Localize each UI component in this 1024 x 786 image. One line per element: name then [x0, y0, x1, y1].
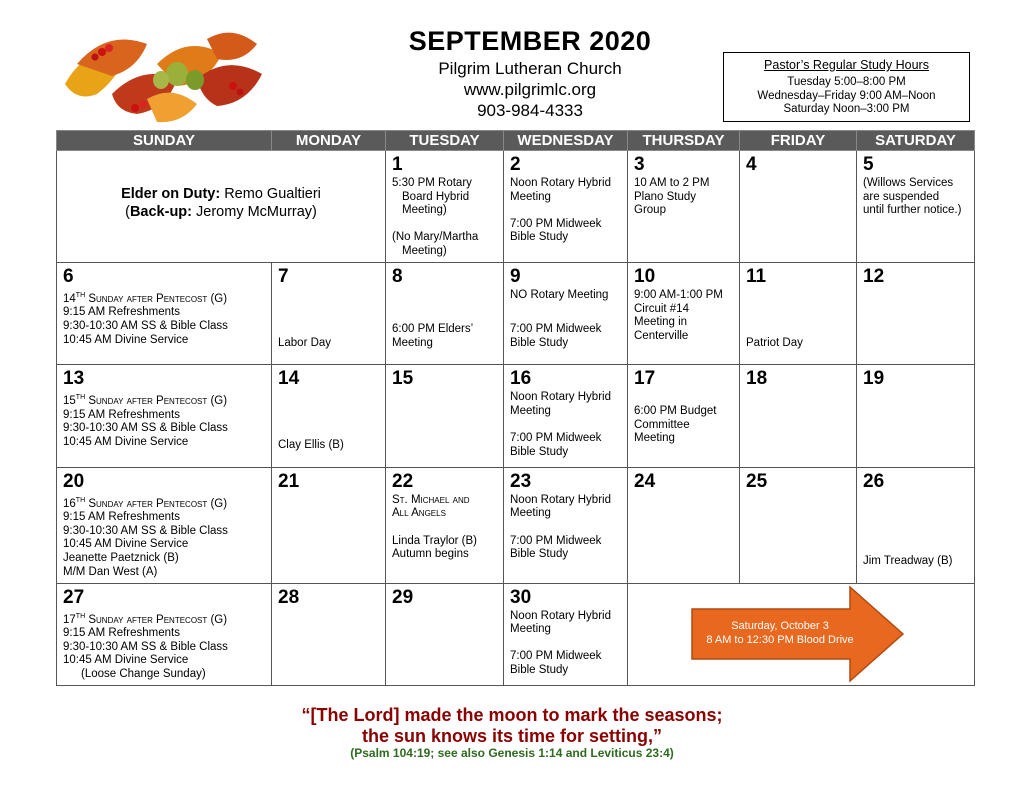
event-text: All Angels [392, 507, 446, 520]
blood-drive-date: Saturday, October 3 [731, 620, 829, 632]
day-cell[interactable] [740, 365, 857, 467]
elder-label: Elder on Duty: [121, 186, 221, 202]
event-text: Centerville [634, 329, 689, 342]
sunday-title: 14TH Sunday after Pentecost (G) [63, 292, 228, 305]
event-text: Linda Traylor (B) [392, 534, 478, 547]
day-number: 2 [510, 154, 521, 175]
event-text: 9:15 AM Refreshments [63, 511, 180, 524]
weekday-header: TUESDAY [386, 131, 504, 151]
day-cell[interactable] [386, 365, 504, 467]
event-text: 10:45 AM Divine Service [63, 538, 189, 551]
week-row [57, 151, 975, 263]
weekday-header: MONDAY [272, 131, 386, 151]
event-text: Jeanette Paetznick (B) [63, 551, 179, 564]
day-number: 1 [392, 154, 403, 175]
day-number: 6 [63, 266, 74, 288]
study-hours-heading: Pastor’s Regular Study Hours [764, 58, 929, 72]
day-number: 4 [746, 154, 757, 175]
day-number: 27 [63, 586, 85, 608]
event-text: Bible Study [510, 445, 569, 458]
day-number: 29 [392, 586, 414, 608]
event-text: 7:00 PM Midweek [510, 534, 602, 547]
day-number: 16 [510, 368, 532, 390]
backup-name: Jeromy McMurray [196, 204, 313, 220]
day-cell[interactable] [272, 365, 386, 467]
event-text: 9:30-10:30 AM SS & Bible Class [63, 524, 228, 537]
day-number: 5 [863, 154, 874, 175]
event-text: until further notice.) [863, 204, 962, 217]
day-cell[interactable] [628, 365, 740, 467]
sunday-title: 17TH Sunday after Pentecost (G) [63, 612, 228, 626]
event-text: 10 AM to 2 PM [634, 177, 710, 189]
day-cell[interactable] [857, 263, 975, 365]
event-text: Clay Ellis (B) [278, 439, 344, 452]
event-text: Group [634, 204, 666, 217]
event-text: Meeting [634, 432, 675, 445]
day-cell[interactable] [628, 467, 740, 583]
event-text: 9:30-10:30 AM SS & Bible Class [63, 422, 228, 435]
day-cell[interactable] [740, 151, 857, 263]
weekday-header: THURSDAY [628, 131, 740, 151]
day-cell[interactable] [272, 467, 386, 583]
event-text: Bible Study [510, 231, 569, 244]
day-cell[interactable] [504, 583, 628, 685]
day-number: 30 [510, 586, 532, 608]
day-cell[interactable] [272, 263, 386, 365]
event-text: Meeting [510, 190, 551, 203]
elder-on-duty-cell: Elder on Duty: Remo Gualtieri (Back-up: Jeromy McMurray) [57, 151, 386, 263]
church-phone: 903-984-4333 [477, 101, 583, 120]
day-number: 15 [392, 368, 414, 390]
day-cell[interactable] [504, 467, 628, 583]
event-text: 9:15 AM Refreshments [63, 306, 180, 319]
day-number: 13 [63, 368, 85, 390]
day-cell[interactable] [504, 365, 628, 467]
scripture-quote [0, 705, 1024, 747]
study-hours-line: Saturday Noon–3:00 PM [783, 103, 910, 115]
event-text: are suspended [863, 190, 940, 203]
day-number: 22 [392, 470, 414, 492]
event-text: Autumn begins [392, 548, 469, 561]
day-cell[interactable] [57, 365, 272, 467]
day-cell[interactable] [386, 263, 504, 365]
event-text: Meeting) [402, 244, 447, 257]
event-text: Meeting) [402, 204, 447, 217]
event-text: St. Michael and [392, 493, 470, 506]
event-text: Meeting [510, 623, 551, 636]
day-number: 10 [634, 266, 656, 288]
day-cell[interactable] [504, 151, 628, 263]
week-row [57, 467, 975, 583]
event-text: 6:00 PM Budget [634, 404, 717, 417]
day-cell[interactable] [57, 263, 272, 365]
quote-line: the sun knows its time for setting,” [361, 726, 663, 746]
day-cell[interactable] [857, 467, 975, 583]
scripture-reference: (Psalm 104:19; see also Genesis 1:14 and Leviticus 23:4) [350, 746, 674, 760]
event-text: 9:15 AM Refreshments [63, 408, 180, 421]
event-text: NO Rotary Meeting [510, 289, 609, 302]
day-number: 24 [634, 470, 656, 492]
day-number: 18 [746, 368, 768, 390]
day-number: 19 [863, 368, 885, 390]
event-text: 9:30-10:30 AM SS & Bible Class [63, 640, 228, 653]
study-hours-line: Tuesday 5:00–8:00 PM [787, 76, 906, 88]
blood-drive-text [690, 619, 870, 647]
day-number: 26 [863, 470, 885, 492]
day-cell[interactable] [740, 467, 857, 583]
church-name: Pilgrim Lutheran Church [438, 59, 622, 78]
event-text: 7:00 PM Midweek [510, 323, 602, 336]
day-cell[interactable] [504, 263, 628, 365]
elder-name: Remo Gualtieri [224, 186, 321, 202]
event-text: 5:30 PM Rotary [392, 177, 472, 189]
event-text: 10:45 AM Divine Service [63, 435, 189, 448]
day-cell[interactable] [386, 467, 504, 583]
event-text: 9:15 AM Refreshments [63, 627, 180, 640]
day-cell[interactable] [740, 263, 857, 365]
weekday-header: FRIDAY [740, 131, 857, 151]
weekday-header: SUNDAY [57, 131, 272, 151]
event-text: Bible Study [510, 664, 569, 676]
event-text: (Loose Change Sunday) [81, 667, 206, 680]
calendar-header [340, 24, 720, 121]
day-number: 11 [746, 266, 767, 288]
study-hours-line: Wednesday–Friday 9:00 AM–Noon [757, 89, 936, 102]
day-cell[interactable] [628, 263, 740, 365]
day-cell[interactable] [57, 467, 272, 583]
day-number: 14 [278, 368, 300, 390]
day-number: 8 [392, 266, 403, 288]
day-cell[interactable] [57, 583, 272, 685]
month-title: SEPTEMBER 2020 [408, 26, 652, 56]
event-text: 10:45 AM Divine Service [63, 333, 189, 346]
weekday-header: SATURDAY [857, 131, 975, 151]
event-text: M/M Dan West (A) [63, 565, 158, 578]
day-cell[interactable] [857, 151, 975, 263]
day-number: 9 [510, 266, 521, 288]
day-cell[interactable] [628, 151, 740, 263]
day-cell[interactable] [857, 365, 975, 467]
event-text: Meeting [510, 404, 551, 417]
autumn-leaves-image [57, 24, 268, 128]
day-number: 7 [278, 266, 289, 288]
day-number: 21 [278, 470, 300, 492]
event-text: 9:00 AM-1:00 PM [634, 289, 723, 302]
sunday-title: 15TH Sunday after Pentecost (G) [63, 394, 228, 408]
event-text: 9:30-10:30 AM SS & Bible Class [63, 320, 228, 333]
event-text: (Willows Services [863, 177, 954, 189]
church-website-link[interactable]: www.pilgrimlc.org [463, 80, 597, 99]
event-text: Meeting [510, 507, 551, 520]
event-text: 6:00 PM Elders’ [392, 323, 474, 336]
event-text: Board Hybrid [402, 190, 470, 203]
day-number: 20 [63, 470, 85, 492]
day-number: 12 [863, 266, 885, 288]
day-number: 3 [634, 154, 645, 175]
event-text: Meeting in [634, 316, 688, 329]
day-cell[interactable] [272, 583, 386, 685]
day-cell[interactable] [386, 151, 504, 263]
day-number: 28 [278, 586, 300, 608]
event-text: Noon Rotary Hybrid [510, 493, 611, 506]
event-text: Noon Rotary Hybrid [510, 391, 611, 404]
event-text: Meeting [392, 336, 433, 349]
event-text: Committee [634, 418, 690, 431]
week-row [57, 263, 975, 365]
event-text: (No Mary/Martha [392, 231, 479, 244]
blood-drive-event: 8 AM to 12:30 PM Blood Drive [706, 634, 854, 646]
event-text: Plano Study [634, 190, 697, 203]
backup-label: Back-up: [129, 204, 192, 220]
day-number: 25 [746, 470, 768, 492]
sunday-title: 16TH Sunday after Pentecost (G) [63, 496, 228, 510]
day-number: 17 [634, 368, 656, 390]
event-text: Noon Rotary Hybrid [510, 609, 611, 622]
week-row [57, 365, 975, 467]
event-text: Labor Day [278, 336, 332, 349]
day-cell[interactable] [386, 583, 504, 685]
event-text: 7:00 PM Midweek [510, 650, 602, 663]
event-text: 7:00 PM Midweek [510, 217, 602, 230]
event-text: Bible Study [510, 336, 569, 349]
event-text: Patriot Day [746, 336, 803, 349]
quote-line: “[The Lord] made the moon to mark the seasons; [301, 705, 723, 725]
event-text: Noon Rotary Hybrid [510, 177, 611, 189]
event-text: Circuit #14 [634, 302, 689, 315]
event-text: Bible Study [510, 548, 569, 561]
weekday-header: WEDNESDAY [504, 131, 628, 151]
event-text: 10:45 AM Divine Service [63, 654, 189, 667]
event-text: Jim Treadway (B) [863, 555, 953, 568]
event-text: 7:00 PM Midweek [510, 432, 602, 445]
weekday-header-row [57, 131, 975, 151]
day-number: 23 [510, 470, 532, 492]
study-hours-box [723, 52, 970, 122]
